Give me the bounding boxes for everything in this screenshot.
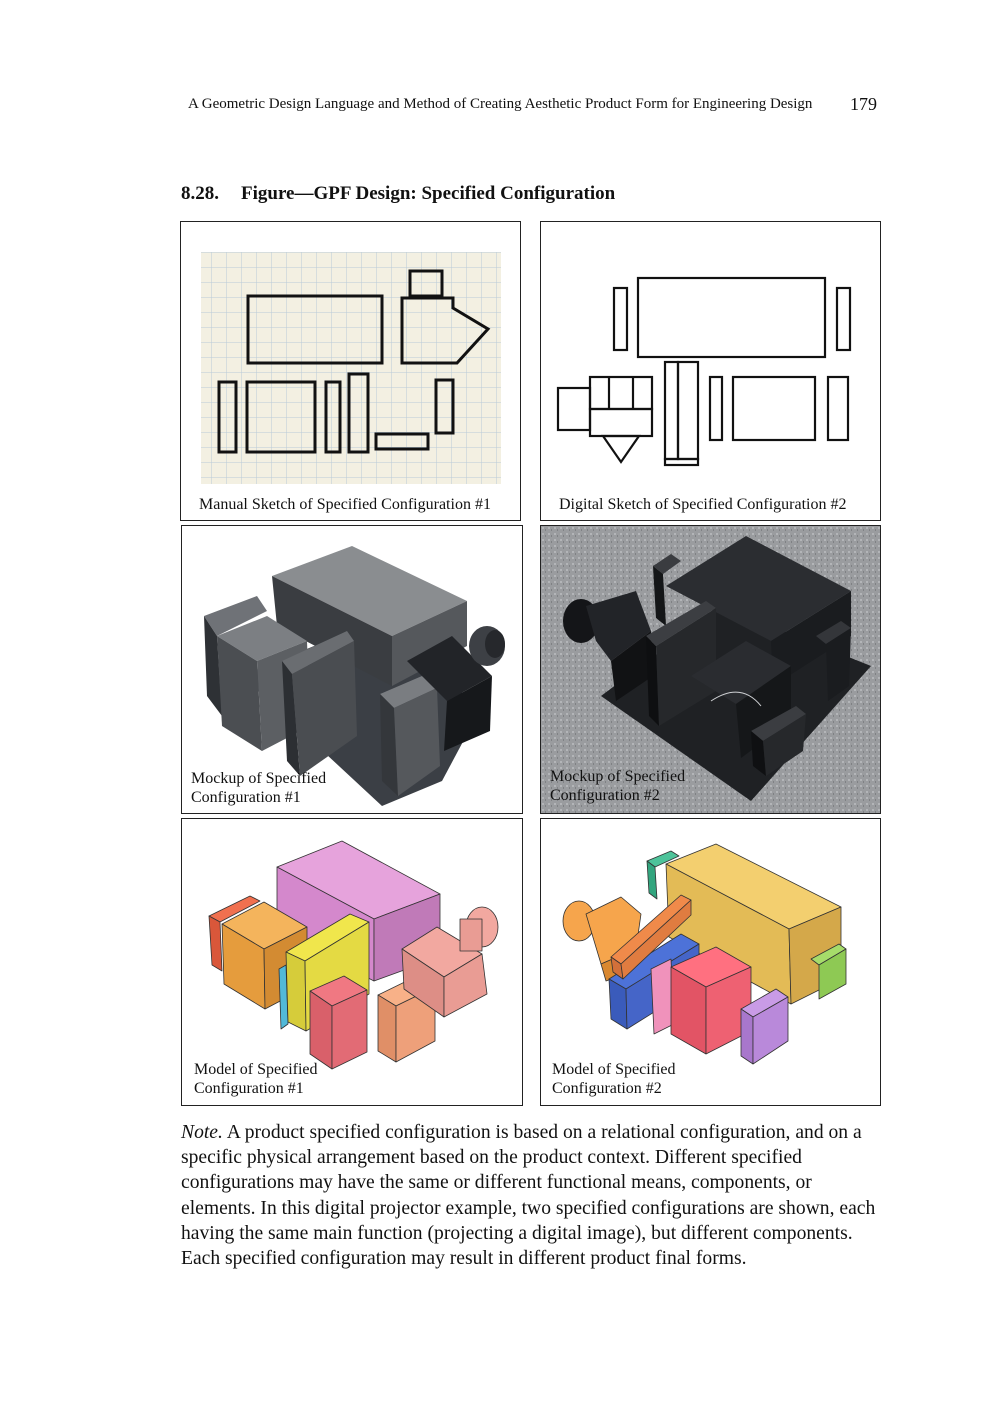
mockup-1-panel <box>181 525 523 814</box>
mockup-2-caption-line2: Configuration #2 <box>550 787 660 804</box>
page-number: 179 <box>850 94 877 114</box>
running-head: A Geometric Design Language and Method of Creating Aesthetic Product Form for Engineering Design <box>188 96 813 112</box>
model-1-caption-line1: Model of Specified <box>194 1061 318 1078</box>
digital-sketch-image <box>541 222 881 521</box>
model-2-panel <box>540 818 881 1106</box>
model-1-panel <box>181 818 523 1106</box>
manual-sketch-image <box>181 222 521 521</box>
model-2-caption-line1: Model of Specified <box>552 1061 676 1078</box>
figure-title: Figure—GPF Design: Specified Configuration <box>241 183 616 204</box>
figure-number: 8.28. <box>181 183 219 204</box>
manual-sketch-caption: Manual Sketch of Specified Configuration #1 <box>199 496 491 513</box>
mockup-2-caption-line1: Mockup of Specified <box>550 768 686 785</box>
mockup-2-panel <box>540 525 881 814</box>
model-1-caption <box>194 1060 318 1098</box>
manual-sketch-panel <box>180 221 521 521</box>
mockup-1-caption <box>191 769 326 807</box>
model-2-caption <box>552 1060 676 1098</box>
note-label: Note. <box>181 1122 223 1143</box>
mockup-2-caption <box>550 767 685 805</box>
figure-note <box>181 1120 881 1271</box>
model-2-caption-line2: Configuration #2 <box>552 1080 662 1097</box>
mockup-1-caption-line1: Mockup of Specified <box>191 770 327 787</box>
digital-sketch-panel <box>540 221 881 521</box>
mockup-1-caption-line2: Configuration #1 <box>191 789 301 806</box>
model-1-caption-line2: Configuration #1 <box>194 1080 304 1097</box>
note-text: A product specified configuration is based on a relational configuration, and on a specific physical arrangement based on the product context. Different specified configurations may have the same or different functional means, components, or elements. In this digital projector example, two specified configurations are shown, each having the same main function (projecting a digital image), but different components. Each specified configuration may result in different product final forms. <box>181 1122 876 1270</box>
digital-sketch-caption: Digital Sketch of Specified Configuration #2 <box>559 496 847 513</box>
figure-heading <box>181 183 615 205</box>
